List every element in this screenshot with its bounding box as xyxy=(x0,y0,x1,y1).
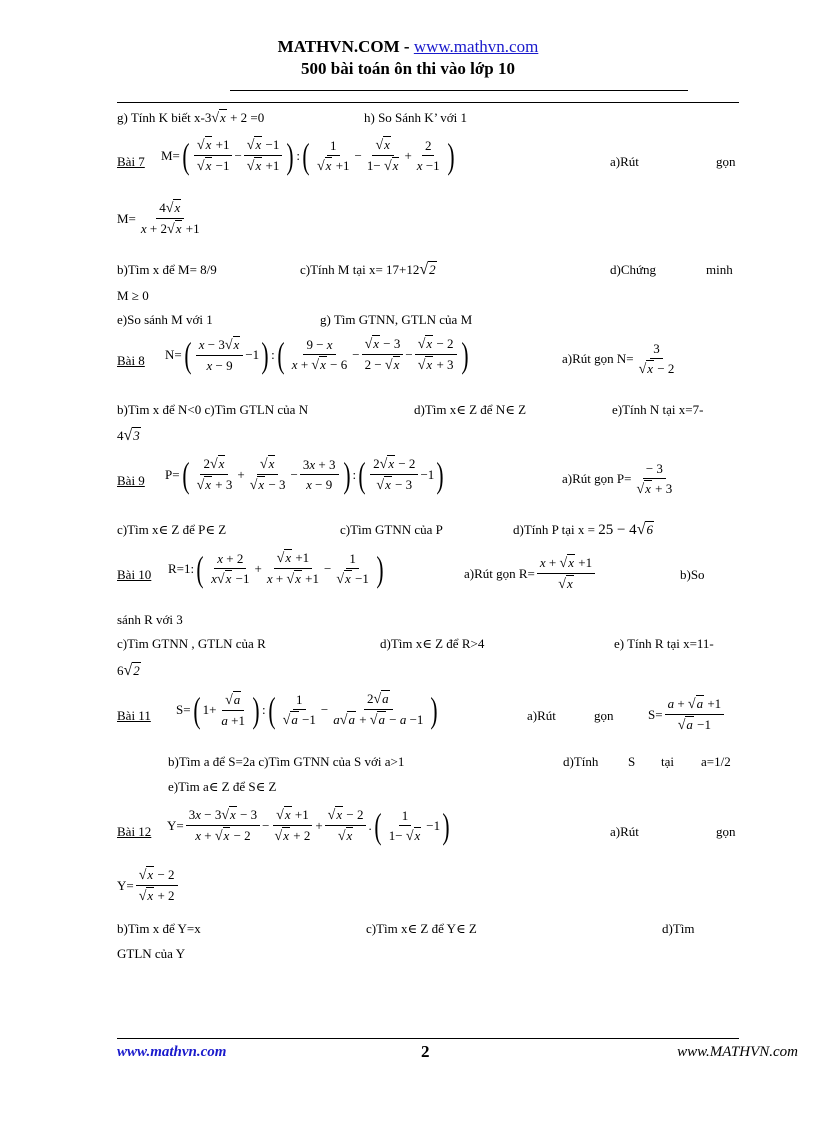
problem-11-formula: S= ( 1+ $\frac{√a}{a +1}$ ) : ( $\frac{1}{√a -1}$ − $\frac{2√a}{a√a + √a - a -1}$ ) xyxy=(176,689,439,730)
problem-12-a: a)Rút xyxy=(610,824,639,839)
bai-11-title: Bài 11 xyxy=(117,708,151,723)
problem-9-c2: c)Tìm GTNN của P xyxy=(340,522,443,537)
problem-7-m-ge: M ≥ 0 xyxy=(117,288,149,303)
problem-11-d3: tại xyxy=(661,754,674,769)
text-a8: a)Rút gọn N= xyxy=(562,351,634,366)
page-header xyxy=(0,36,816,80)
problem-11-result: S= $\frac{a + √a +1}{√a -1}$ xyxy=(648,695,726,734)
problem-12-d2: GTLN của Y xyxy=(117,946,186,961)
text-g6-tail: + 2 =0 xyxy=(230,110,265,125)
problem-12-formula: Y= $\frac{3x - 3√x - 3}{x + √x - 2}$ − $\frac{√x +1}{√x + 2}$ + $\frac{√x - 2}{√x}$ . ( $\frac{1}{1- √x}$ −1 ) xyxy=(167,805,450,846)
m-eq: M= xyxy=(117,210,136,226)
problem-10-a: a)Rút gọn R= $\frac{x + √x +1}{√x}$ xyxy=(464,554,597,593)
problem-11-a: a)Rút xyxy=(527,708,556,723)
problem-8-e2: 4√3 xyxy=(117,427,140,444)
problem-10-b2: sánh R với 3 xyxy=(117,612,183,627)
problem-8-formula: N= ( $\frac{x - 3√x}{x - 9}$ −1 ) : ( $\frac{9 - x}{x + √x - 6}$ − $\frac{√x - 3}{2 - √x}$ − $\frac{√x - 2}{√x + 3}$ ) xyxy=(165,334,469,375)
text-e10b: 6 xyxy=(117,663,124,678)
problem-10-e: e) Tính R tại x=11- xyxy=(614,636,714,651)
problem-10-d: d)Tìm x∈ Z để R>4 xyxy=(380,636,485,651)
bai-12-title: Bài 12 xyxy=(117,824,152,839)
header-url-link[interactable]: www.mathvn.com xyxy=(413,37,539,56)
text-e8b: 4 xyxy=(117,428,124,443)
text-d9v: 25 − 4 xyxy=(598,522,637,538)
problem-9-c: c)Tìm x∈ Z để P∈ Z xyxy=(117,522,227,537)
header-brand: MATHVN.COM xyxy=(277,37,400,56)
text-d9: d)Tính P tại x = xyxy=(513,522,599,537)
problem-9-label xyxy=(117,473,145,489)
problem-8-label xyxy=(117,353,145,369)
problem-11-label xyxy=(117,708,151,724)
problem-12-result: Y= $\frac{√x - 2}{√x + 2}$ xyxy=(117,866,180,905)
problem-7-formula: M= ( $\frac{√x +1}{√x -1}$ − $\frac{√x -1}{√x +1}$ ) : ( $\frac{1}{√x +1}$ − $\frac{√x}{1- √x}$ + $\frac{2}{x -1}$ ) xyxy=(161,135,455,176)
problem-7-c: c)Tính M tại x= 17+12√2 xyxy=(300,261,436,278)
header-subtitle: 500 bài toán ôn thi vào lớp 10 xyxy=(301,59,515,78)
bai-10-title: Bài 10 xyxy=(117,567,152,582)
problem-11-d2: S xyxy=(628,754,636,769)
problem-7-result: M= $\frac{4√x}{x + 2√x +1}$ xyxy=(117,200,200,237)
bai-7-title: Bài 7 xyxy=(117,154,145,169)
problem-8-b: b)Tìm x để N<0 c)Tìm GTLN của N xyxy=(117,402,309,417)
problem-7-g: g) Tìm GTNN, GTLN của M xyxy=(320,312,473,327)
problem-12-label xyxy=(117,824,151,840)
problem-11-d4: a=1/2 xyxy=(701,754,731,769)
page-number: 2 xyxy=(421,1042,430,1061)
problem-7-b: b)Tìm x để M= 8/9 xyxy=(117,262,217,277)
problem-8-d: d)Tìm x∈ Z để N∈ Z xyxy=(414,402,527,417)
problem-7-d: d)Chứng xyxy=(610,262,657,277)
problem-12-a2: gọn xyxy=(716,824,736,839)
problem-8-e: e)Tính N tại x=7- xyxy=(612,402,704,417)
problem-10-c: c)Tìm GTNN , GTLN của R xyxy=(117,636,266,651)
problem-7-a2: gọn xyxy=(716,154,736,169)
problem-10-e2: 6√2 xyxy=(117,662,140,679)
problem-11-d: d)Tính xyxy=(563,754,599,769)
header-separator: - xyxy=(399,37,414,56)
text-a10: a)Rút gọn R= xyxy=(464,565,535,581)
header-rule-short xyxy=(230,90,688,91)
text-g6: g) Tính K biết x-3 xyxy=(117,110,212,125)
problem-9-formula: P= ( $\frac{2√x}{√x + 3}$ + $\frac{√x}{√x - 3}$ − $\frac{3x + 3}{x - 9}$ ) : ( $\frac{2√x - 2}{√x - 3}$ −1 ) xyxy=(165,454,444,495)
problem-12-d: d)Tìm xyxy=(662,921,695,936)
text-c7: c)Tính M tại x= 17+12 xyxy=(300,262,420,277)
footer-rule xyxy=(117,1038,739,1039)
header-rule-long xyxy=(117,102,739,103)
problem-6-g: g) Tính K biết x-3√x + 2 =0 xyxy=(117,110,265,126)
problem-7-label xyxy=(117,154,145,170)
bai-9-title: Bài 9 xyxy=(117,473,145,488)
problem-10-formula: R=1: ( $\frac{x + 2}{x√x -1}$ + $\frac{√x +1}{x + √x +1}$ − $\frac{1}{√x -1}$ ) xyxy=(168,548,384,589)
problem-6-h: h) So Sánh K’ với 1 xyxy=(364,110,468,125)
text-a9: a)Rút gọn P= xyxy=(562,471,632,486)
problem-12-b: b)Tìm x để Y=x xyxy=(117,921,201,936)
footer-link-left[interactable]: www.mathvn.com xyxy=(117,1044,227,1060)
problem-9-a: a)Rút gọn P= $\frac{- 3}{√x + 3}$ xyxy=(562,461,673,497)
problem-12-c: c)Tìm x∈ Z để Y∈ Z xyxy=(366,921,477,936)
bai-8-title: Bài 8 xyxy=(117,353,145,368)
problem-11-e: e)Tìm a∈ Z để S∈ Z xyxy=(168,779,277,794)
problem-10-label xyxy=(117,567,151,583)
problem-7-e: e)So sánh M với 1 xyxy=(117,312,213,327)
y-eq: Y= xyxy=(117,877,134,893)
problem-8-a: a)Rút gọn N= $\frac{3}{√x - 2}$ xyxy=(562,341,675,377)
problem-7-a: a)Rút xyxy=(610,154,639,169)
header-brand-line xyxy=(0,36,816,58)
footer-link-right[interactable]: www.MATHVN.com xyxy=(677,1044,798,1060)
problem-9-d: d)Tính P tại x = 25 − 4√6 xyxy=(513,521,653,538)
problem-11-a2: gọn xyxy=(594,708,614,723)
problem-11-b: b)Tìm a để S=2a c)Tìm GTNN của S với a>1 xyxy=(168,754,405,769)
problem-7-d2: minh xyxy=(706,262,733,277)
problem-10-b: b)So xyxy=(680,567,705,582)
